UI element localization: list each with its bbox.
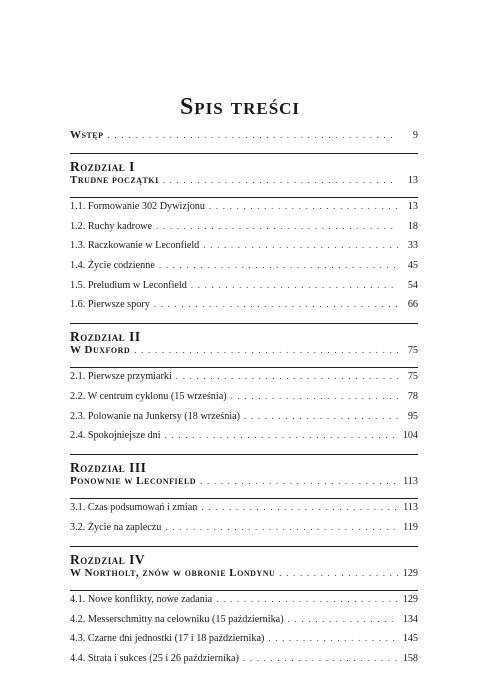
- chapter-title-row: [70, 476, 418, 496]
- toc-entry: [70, 300, 418, 320]
- dot-leader: [154, 300, 398, 309]
- dot-leader: [203, 241, 398, 250]
- toc-entry-label: 4.4. Strata i sukces (25 i 26 października): [70, 652, 239, 664]
- dot-leader: [108, 131, 398, 140]
- toc-intro: [70, 130, 418, 150]
- toc-page-number: 9: [412, 130, 418, 141]
- chapter-heading: Rozdział I: [70, 158, 135, 174]
- dot-leader: [156, 222, 398, 231]
- toc-entry: [70, 281, 418, 301]
- toc-entry-label: 2.3. Polowanie na Junkersy (18 września): [70, 410, 241, 422]
- chapter-title-row: [70, 568, 418, 588]
- toc-page-number: 113: [403, 475, 418, 487]
- divider: [70, 590, 418, 591]
- chapter-title: Ponownie w Leconfield: [70, 474, 197, 487]
- toc-page-number: 13: [407, 201, 418, 213]
- divider: [70, 197, 418, 198]
- toc-entry: [70, 615, 418, 635]
- chapter-title: Trudne początki: [70, 173, 159, 186]
- toc-page-number: 66: [407, 299, 418, 311]
- dot-leader: [191, 281, 398, 290]
- toc-page-number: 158: [402, 652, 418, 664]
- divider: [70, 546, 418, 547]
- toc-entry-label: 3.2. Życie na zapleczu: [70, 521, 162, 533]
- toc-entry: [70, 222, 418, 242]
- toc-page-number: 18: [407, 220, 418, 232]
- toc-entry-label: 2.1. Pierwsze przymiarki: [70, 371, 172, 383]
- page-title: Spis treści: [179, 94, 301, 120]
- toc-entry-label: Wstęp: [70, 129, 104, 141]
- toc-entry: [70, 372, 418, 392]
- dot-leader: [244, 412, 398, 421]
- dot-leader: [279, 569, 398, 578]
- divider: [70, 153, 418, 154]
- toc-entry: [70, 595, 418, 615]
- toc-entry: [70, 503, 418, 523]
- toc-page-number: 75: [407, 371, 418, 383]
- toc-entry-label: 4.2. Messerschmitty na celowniku (15 października): [70, 613, 284, 625]
- toc-page-number: 33: [407, 240, 418, 252]
- dot-leader: [201, 503, 398, 512]
- toc-page-number: 75: [407, 344, 418, 356]
- divider: [70, 323, 418, 324]
- chapter-heading: Rozdział II: [70, 328, 141, 344]
- chapter-title-row: [70, 345, 418, 365]
- toc-page-number: 78: [407, 390, 418, 402]
- toc-entry: [70, 202, 418, 222]
- dot-leader: [200, 477, 398, 486]
- toc-page-number: 95: [407, 410, 418, 422]
- toc-entry-label: 1.5. Preludium w Leconfield: [70, 279, 187, 291]
- dot-leader: [216, 595, 398, 604]
- dot-leader: [243, 654, 398, 663]
- dot-leader: [165, 523, 398, 532]
- table-of-contents: [70, 130, 418, 673]
- toc-entry: [70, 523, 418, 543]
- toc-page-number: 145: [402, 633, 418, 645]
- toc-entry-label: 4.1. Nowe konflikty, nowe zadania: [70, 594, 213, 606]
- dot-leader: [176, 372, 398, 381]
- toc-entry: [70, 431, 418, 451]
- dot-leader: [209, 202, 398, 211]
- dot-leader: [159, 261, 398, 270]
- dot-leader: [163, 176, 398, 185]
- toc-page-number: 134: [402, 613, 418, 625]
- dot-leader: [268, 634, 398, 643]
- chapter-heading: Rozdział III: [70, 459, 147, 475]
- toc-page-number: 119: [403, 521, 418, 533]
- toc-entry: [70, 261, 418, 281]
- divider: [70, 498, 418, 499]
- dot-leader: [134, 346, 398, 355]
- toc-page-number: 129: [402, 567, 418, 579]
- toc-entry: [70, 392, 418, 412]
- toc-entry-label: 1.2. Ruchy kadrowe: [70, 220, 153, 232]
- toc-page-number: 113: [403, 502, 418, 514]
- divider: [70, 367, 418, 368]
- toc-entry: [70, 241, 418, 261]
- toc-entry-label: 1.1. Formowanie 302 Dywizjonu: [70, 201, 205, 213]
- toc-entry: [70, 412, 418, 432]
- chapter-title-row: [70, 175, 418, 195]
- toc-page-number: 13: [407, 174, 418, 186]
- toc-entry-label: 2.2. W centrum cyklonu (15 września): [70, 390, 227, 402]
- chapter-heading: Rozdział IV: [70, 551, 146, 567]
- chapter-title: W Duxford: [70, 343, 131, 356]
- toc-entry-label: 1.6. Pierwsze spory: [70, 299, 150, 311]
- toc-page-number: 104: [402, 430, 418, 442]
- toc-page-number: 54: [407, 279, 418, 291]
- toc-entry: [70, 634, 418, 654]
- toc-entry: [70, 654, 418, 674]
- dot-leader: [231, 392, 398, 401]
- toc-entry-label: 2.4. Spokojniejsze dni: [70, 430, 161, 442]
- toc-page-number: 45: [407, 259, 418, 271]
- toc-entry-label: 4.3. Czarne dni jednostki (17 i 18 października): [70, 633, 265, 645]
- divider: [70, 454, 418, 455]
- toc-entry-label: 3.1. Czas podsumowań i zmian: [70, 502, 198, 514]
- toc-entry-label: 1.3. Raczkowanie w Leconfield: [70, 240, 200, 252]
- toc-page-number: 129: [402, 594, 418, 606]
- dot-leader: [165, 431, 398, 440]
- chapter-title: W Northolt, znów w obronie Londynu: [70, 566, 276, 579]
- toc-entry-label: 1.4. Życie codzienne: [70, 259, 155, 271]
- dot-leader: [288, 615, 398, 624]
